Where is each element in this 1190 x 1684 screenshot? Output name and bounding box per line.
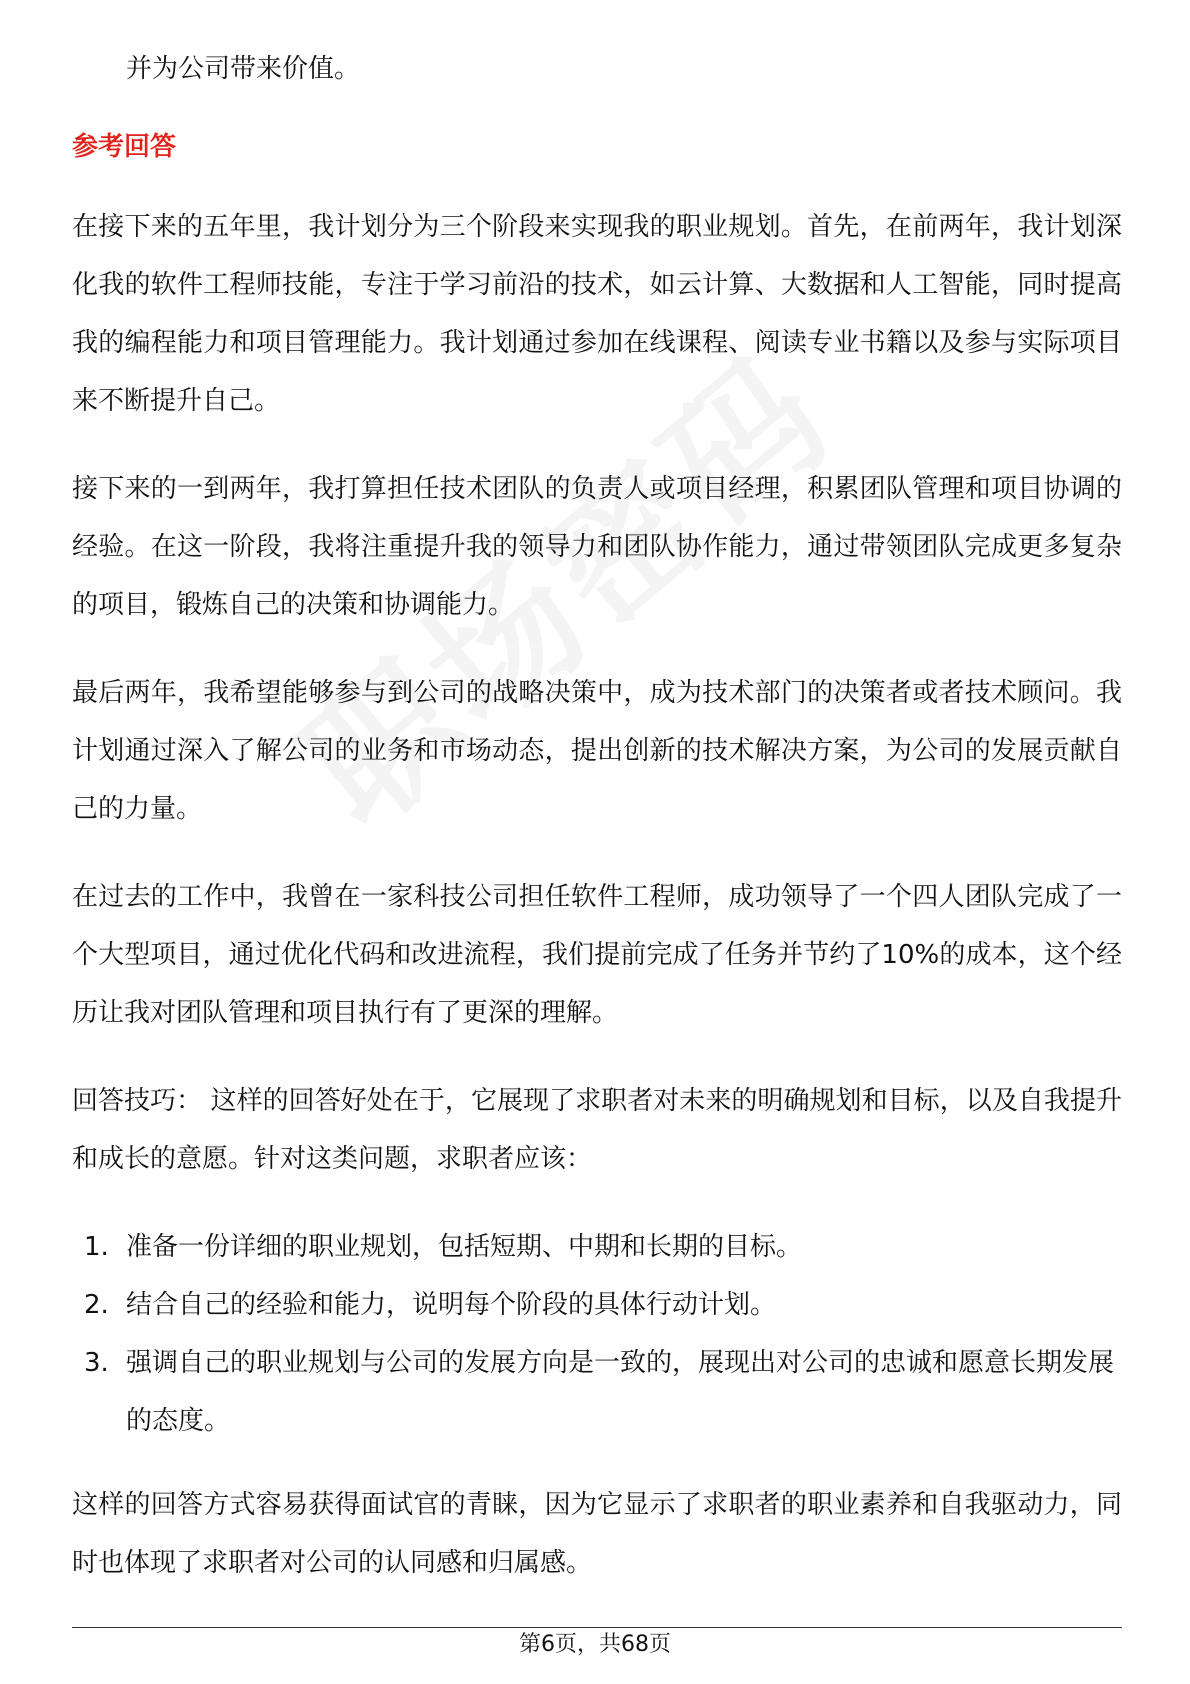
section-heading: 参考回答 (72, 132, 177, 162)
list-item-number: 3. (84, 1348, 109, 1378)
closing-paragraph: 这样的回答方式容易获得面试官的青睐，因为它显示了求职者的职业素养和自我驱动力，同时也体现了求职者对公司的认同感和归属感。 (72, 1490, 1122, 1578)
tips-list (72, 1218, 1122, 1450)
page-content (72, 48, 1122, 1592)
footer-divider (72, 1627, 1122, 1628)
list-item-text: 准备一份详细的职业规划，包括短期、中期和长期的目标。 (126, 1232, 803, 1262)
list-item (72, 1334, 1122, 1450)
paragraph-experience: 在过去的工作中，我曾在一家科技公司担任软件工程师，成功领导了一个四人团队完成了一个大型项目，通过优化代码和改进流程，我们提前完成了任务并节约了10%的成本，这个经历让我对团队管理和项目执行有了更深的理解。 (72, 882, 1122, 1028)
paragraph-plan: 在接下来的五年里，我计划分为三个阶段来实现我的职业规划。首先，在前两年，我计划深化我的软件工程师技能，专注于学习前沿的技术，如云计算、大数据和人工智能，同时提高我的编程能力和项目管理能力。我计划通过参加在线课程、阅读专业书籍以及参与实际项目来不断提升自己。 (72, 212, 1122, 416)
list-item (72, 1276, 1122, 1334)
paragraph-tips: 回答技巧： 这样的回答好处在于，它展现了求职者对未来的明确规划和目标，以及自我提升和成长的意愿。针对这类问题，求职者应该： (72, 1086, 1122, 1174)
list-item-number: 2. (84, 1290, 109, 1320)
paragraph-stage-two: 接下来的一到两年，我打算担任技术团队的负责人或项目经理，积累团队管理和项目协调的经验。在这一阶段，我将注重提升我的领导力和团队协作能力，通过带领团队完成更多复杂的项目，锻炼自己的决策和协调能力。 (72, 474, 1122, 620)
list-item-number: 1. (84, 1232, 109, 1262)
list-item-text: 强调自己的职业规划与公司的发展方向是一致的，展现出对公司的忠诚和愿意长期发展的态度。 (126, 1348, 1115, 1436)
paragraph-stage-three: 最后两年，我希望能够参与到公司的战略决策中，成为技术部门的决策者或者技术顾问。我计划通过深入了解公司的业务和市场动态，提出创新的技术解决方案，为公司的发展贡献自己的力量。 (72, 678, 1122, 824)
page-number: 第6页，共68页 (519, 1632, 671, 1657)
list-item (72, 1218, 1122, 1276)
list-item-text: 结合自己的经验和能力，说明每个阶段的具体行动计划。 (126, 1290, 777, 1320)
continuation-line: 并为公司带来价值。 (126, 54, 361, 84)
